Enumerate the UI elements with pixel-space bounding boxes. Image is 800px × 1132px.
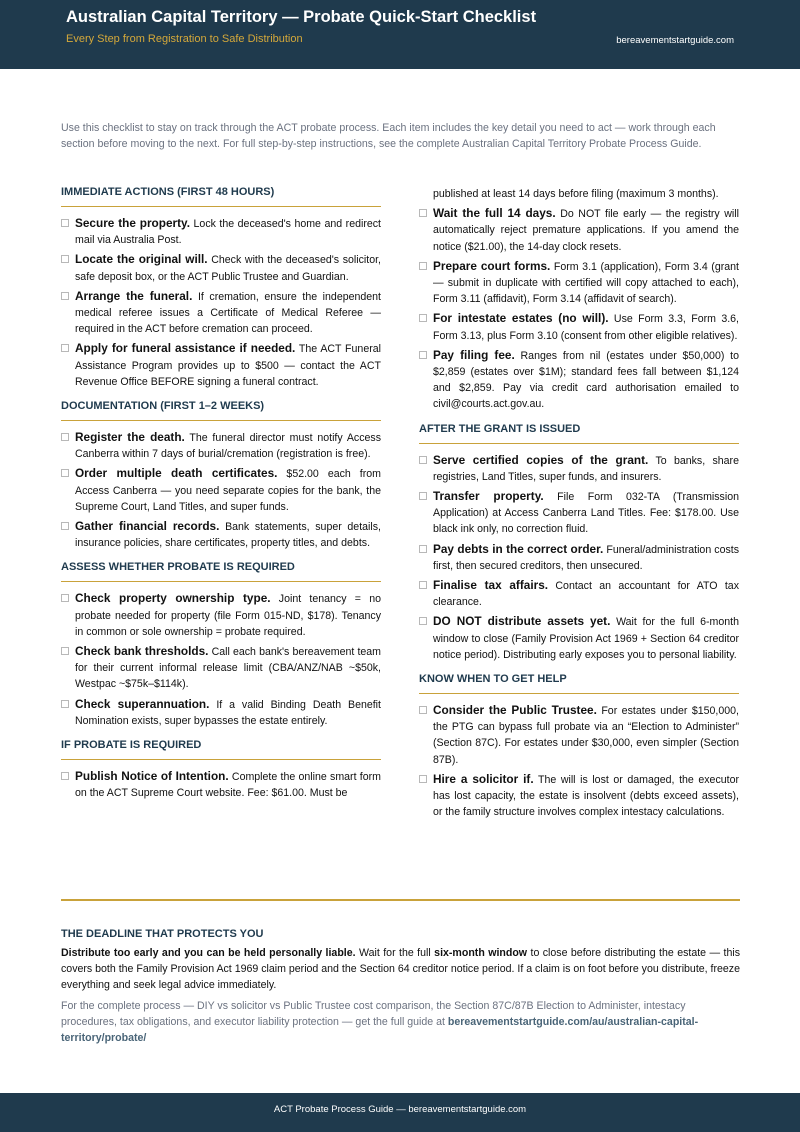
item-title: Check property ownership type.	[75, 591, 271, 606]
checklist-item[interactable]	[61, 696, 381, 729]
checklist-item[interactable]	[61, 465, 381, 515]
checkbox-icon[interactable]	[419, 706, 427, 714]
deadline-text-a: Wait for the full	[359, 947, 431, 959]
item-title: Prepare court forms.	[433, 258, 551, 273]
checklist-item[interactable]	[419, 541, 739, 574]
section-heading-documentation: DOCUMENTATION (FIRST 1–2 WEEKS)	[61, 400, 381, 421]
section-heading-assess: ASSESS WHETHER PROBATE IS REQUIRED	[61, 561, 381, 582]
section-heading-get-help: KNOW WHEN TO GET HELP	[419, 673, 739, 694]
item-title: DO NOT distribute assets yet.	[433, 614, 611, 629]
item-text: Lock the deceased's home and redirect mail via Australia Post.	[75, 218, 381, 247]
item-title: Register the death.	[75, 430, 185, 445]
item-title: Locate the original will.	[75, 252, 208, 267]
item-text: For estates under $150,000, the PTG can bypass full probate via an “Election to Administer” (Section 87C). For estates under $30,000, even simpler (Section 87B).	[433, 705, 739, 766]
deadline-body	[61, 945, 740, 993]
item-title: Secure the property.	[75, 216, 190, 230]
checklist-item[interactable]	[61, 518, 381, 551]
deadline-text-c: to close before distributing the estate — this covers both the Family Provision Act 1969 claim period and the Section 64 creditor notice period. If a claim is on foot before you distribute, freeze everything and seek legal advice immediately.	[61, 947, 740, 991]
item-title: Wait the full 14 days.	[433, 206, 556, 221]
section-heading-after-grant: AFTER THE GRANT IS ISSUED	[419, 423, 739, 444]
checkbox-icon[interactable]	[61, 772, 69, 780]
item-text: Joint tenancy = no probate needed for property (file Form 015-ND, $178). Tenancy in common or sole ownership = probate required.	[75, 593, 381, 638]
item-text: The will is lost or damaged, the executor has lost capacity, the estate is insolvent (debts exceed assets), or the family structure involves complex intestacy calculations.	[433, 773, 739, 819]
item-text: File Form 032-TA (Transmission Application) at Access Canberra Land Titles. Fee: $178.00. Use black ink only, no correction fluid.	[433, 491, 739, 536]
page-subtitle: Every Step from Registration to Safe Distribution	[66, 33, 303, 45]
checkbox-icon[interactable]	[419, 456, 427, 464]
checkbox-icon[interactable]	[61, 433, 69, 441]
checkbox-icon[interactable]	[419, 492, 427, 500]
checklist-item[interactable]	[419, 347, 739, 413]
checkbox-icon[interactable]	[419, 617, 427, 625]
checklist-item[interactable]	[419, 452, 739, 485]
checklist-item[interactable]	[61, 643, 381, 693]
checkbox-icon[interactable]	[61, 344, 69, 352]
checkbox-icon[interactable]	[419, 775, 427, 783]
item-text: If cremation, ensure the independent medical referee issues a Certificate of Medical Referee — required in the ACT before cremation can proceed.	[75, 290, 382, 336]
deadline-window: six-month window	[434, 947, 528, 959]
checklist-item[interactable]	[419, 488, 739, 538]
section-heading-immediate: IMMEDIATE ACTIONS (FIRST 48 HOURS)	[61, 186, 381, 207]
deadline-section	[61, 928, 740, 1046]
item-text: Bank statements, super details, insurance policies, share certificates, property titles, and debts.	[75, 521, 381, 550]
checklist-item[interactable]	[419, 771, 739, 821]
item-title: Pay debts in the correct order.	[433, 541, 604, 556]
footnote-text: For the complete process — DIY vs solicitor vs Public Trustee cost comparison, the Section 87C/87B Election to Administer, intestacy procedures, tax obligations, and executor liability protection — get the full guide at	[61, 1000, 686, 1028]
checkbox-icon[interactable]	[61, 522, 69, 530]
item-title: Pay filing fee.	[433, 347, 515, 362]
checkbox-icon[interactable]	[419, 581, 427, 589]
checkbox-icon[interactable]	[61, 255, 69, 263]
item-text: Use Form 3.3, Form 3.6, Form 3.13, plus Form 3.10 (consent from other eligible relatives).	[433, 313, 739, 342]
checklist-item[interactable]	[61, 251, 381, 284]
item-title: Finalise tax affairs.	[433, 578, 549, 593]
item-text: Do NOT file early — the registry will automatically reject premature applications. If you amend the notice ($21.00), the 14-day clock resets.	[433, 208, 739, 253]
item-title: Transfer property.	[433, 489, 544, 504]
item-title: Check superannuation.	[75, 696, 210, 711]
guide-link[interactable]: bereavementstartguide.com/au/australian-capital-territory/probate/	[61, 1016, 699, 1044]
checkbox-icon[interactable]	[419, 262, 427, 270]
deadline-footnote	[61, 998, 740, 1046]
item-text: To banks, share registries, Land Titles, super funds, and insurers.	[433, 454, 739, 483]
header-banner	[0, 0, 800, 69]
checklist-item[interactable]	[419, 310, 739, 343]
deadline-heading: THE DEADLINE THAT PROTECTS YOU	[61, 928, 264, 940]
checkbox-icon[interactable]	[419, 314, 427, 322]
checkbox-icon[interactable]	[61, 594, 69, 602]
checklist-item[interactable]	[61, 288, 381, 338]
checklist-item[interactable]	[61, 429, 381, 462]
item-text: Ranges from nil (estates under $50,000) to $2,859 (estates over $1M); standard fees fall between $1,124 and $2,859. Pay via credit card authorisation emailed to civil@courts.act.gov.au.	[433, 349, 739, 411]
intro-paragraph: Use this checklist to stay on track through the ACT probate process. Each item includes the key detail you need to act — work through each section before moving to the next. For full step-by-step instructions, see the complete Australian Capital Territory Probate Process Guide.	[61, 122, 716, 150]
checklist-item[interactable]	[61, 768, 381, 801]
item-text: Funeral/administration costs first, then secured creditors, then unsecured.	[433, 543, 739, 572]
section-heading-if-probate: IF PROBATE IS REQUIRED	[61, 739, 381, 760]
checkbox-icon[interactable]	[419, 351, 427, 359]
item-title: Publish Notice of Intention.	[75, 769, 229, 784]
checkbox-icon[interactable]	[61, 700, 69, 708]
item-text: Contact an accountant for ATO tax clearance.	[433, 580, 739, 609]
left-column	[61, 186, 381, 804]
deadline-lead: Distribute too early and you can be held personally liable.	[61, 947, 356, 959]
page-title: Australian Capital Territory — Probate Quick-Start Checklist	[66, 8, 537, 26]
checklist-item[interactable]	[419, 577, 739, 610]
item-title: Serve certified copies of the grant.	[433, 452, 649, 467]
checkbox-icon[interactable]	[419, 209, 427, 217]
item-text: Complete the online smart form on the ACT Supreme Court website. Fee: $61.00. Must be	[75, 771, 381, 800]
item-continuation: published at least 14 days before filing (maximum 3 months).	[433, 188, 719, 200]
item-title: Gather financial records.	[75, 519, 220, 534]
item-title: Hire a solicitor if.	[433, 771, 534, 786]
item-title: Consider the Public Trustee.	[433, 703, 597, 718]
checklist-item[interactable]	[419, 205, 739, 255]
checkbox-icon[interactable]	[419, 545, 427, 553]
item-text: The funeral director must notify Access Canberra within 7 days of burial/cremation (registration is free).	[75, 432, 381, 461]
item-title: Order multiple death certificates.	[75, 466, 278, 481]
header-site-link[interactable]: bereavementstartguide.com	[616, 35, 734, 46]
item-text: Call each bank's bereavement team for their current informal release limit (CBA/ANZ/NAB ~$50k, Westpac ~$75k–$114k).	[75, 646, 381, 691]
footer-banner	[0, 1093, 800, 1132]
checklist-item[interactable]	[61, 215, 381, 248]
item-text: $52.00 each from Access Canberra — you need separate copies for the bank, the Supreme Court, Land Titles, and super funds.	[75, 468, 381, 513]
checkbox-icon[interactable]	[61, 292, 69, 300]
checklist-item[interactable]	[61, 340, 381, 390]
checklist-item[interactable]	[61, 590, 381, 640]
item-text: Wait for the full 6-month window to close (Family Provision Act 1969 + Section 64 creditor notice period). Distributing early exposes you to personal liability.	[433, 616, 739, 661]
item-text: The ACT Funeral Assistance Program provides up to $500 — contact the ACT Revenue Office BEFORE signing a funeral contract.	[75, 343, 381, 388]
checkbox-icon[interactable]	[61, 219, 69, 227]
item-title: Arrange the funeral.	[75, 288, 193, 303]
checkbox-icon[interactable]	[61, 469, 69, 477]
checkbox-icon[interactable]	[61, 647, 69, 655]
checklist-item[interactable]	[419, 702, 739, 768]
checklist-item[interactable]	[419, 258, 739, 308]
right-column	[419, 186, 739, 824]
footer-text: ACT Probate Process Guide — bereavementstartguide.com	[273, 1104, 527, 1115]
item-text: Form 3.1 (application), Form 3.4 (grant — submit in duplicate with certified will copy attached to each), Form 3.11 (affidavit), Form 3.14 (affidavit of search).	[433, 260, 739, 306]
item-text: Check with the deceased's solicitor, safe deposit box, or the ACT Public Trustee and Guardian.	[75, 254, 381, 283]
item-title: For intestate estates (no will).	[433, 311, 609, 326]
section-divider	[61, 899, 740, 901]
item-title: Check bank thresholds.	[75, 644, 209, 659]
checklist-item[interactable]	[419, 613, 739, 663]
item-title: Apply for funeral assistance if needed.	[75, 341, 296, 356]
item-text: If a valid Binding Death Benefit Nomination exists, super bypasses the estate entirely.	[75, 698, 381, 727]
